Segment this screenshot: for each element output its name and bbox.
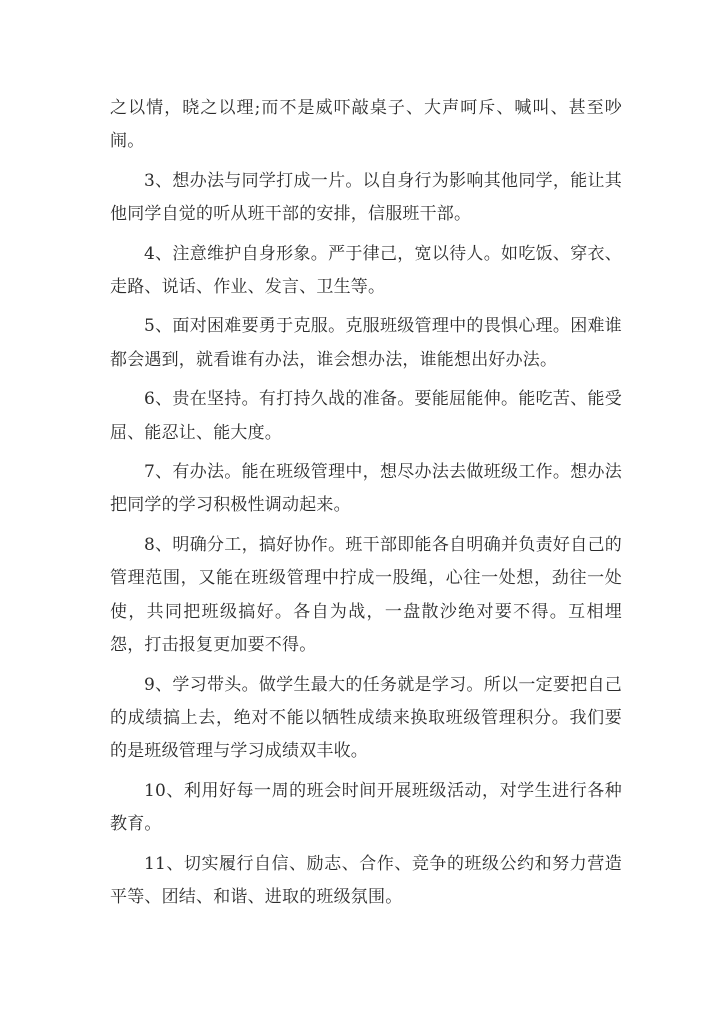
document-body xyxy=(110,92,622,920)
paragraph-item-6: 6、贵在坚持。有打持久战的准备。要能屈能伸。能吃苦、能受屈、能忍让、能大度。 xyxy=(110,389,622,443)
paragraph-item-7: 7、有办法。能在班级管理中，想尽办法去做班级工作。想办法把同学的学习积极性调动起来。 xyxy=(110,462,622,516)
paragraph-item-10: 10、利用好每一周的班会时间开展班级活动，对学生进行各种教育。 xyxy=(110,780,622,835)
paragraph-item-4: 4、注意维护自身形象。严于律己，宽以待人。如吃饭、穿衣、走路、说话、作业、发言、卫生等。 xyxy=(110,243,622,298)
paragraph-continuation: 之以情，晓之以理;而不是威吓敲桌子、大声呵斥、喊叫、甚至吵闹。 xyxy=(110,98,622,152)
paragraph-item-11: 11、切实履行自信、励志、合作、竞争的班级公约和努力营造平等、团结、和谐、进取的班级氛围。 xyxy=(110,853,622,907)
paragraph-item-3: 3、想办法与同学打成一片。以自身行为影响其他同学，能让其他同学自觉的听从班干部的安排，信服班干部。 xyxy=(110,170,622,225)
paragraph-item-5: 5、面对困难要勇于克服。克服班级管理中的畏惧心理。困难谁都会遇到，就看谁有办法，谁会想办法，谁能想出好办法。 xyxy=(110,316,622,370)
paragraph-item-8: 8、明确分工，搞好协作。班干部即能各自明确并负责好自己的管理范围，又能在班级管理中拧成一股绳，心往一处想，劲往一处使，共同把班级搞好。各自为战，一盘散沙绝对要不得。互相埋怨，打击报复更加要不得。 xyxy=(110,534,622,656)
paragraph-item-9: 9、学习带头。做学生最大的任务就是学习。所以一定要把自己的成绩搞上去，绝对不能以牺牲成绩来换取班级管理积分。我们要的是班级管理与学习成绩双丰收。 xyxy=(110,674,622,762)
